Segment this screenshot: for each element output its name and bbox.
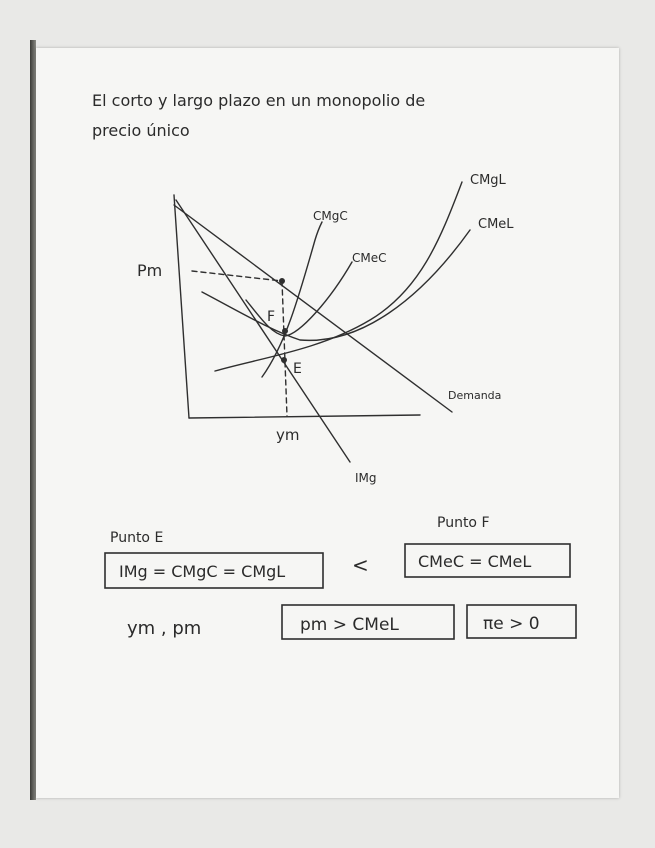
title-line-2: precio único (92, 121, 190, 140)
label-pm: Pm (137, 261, 163, 280)
label-cmgl: CMgL (470, 173, 506, 188)
profit-condition: πe > 0 (483, 614, 540, 634)
condition-e: IMg = CMgC = CMgL (119, 562, 286, 581)
equilibrium-outputs: ym , pm (127, 618, 202, 639)
label-point-f: F (267, 309, 276, 325)
price-axis (174, 195, 189, 418)
quantity-guide-line (282, 281, 287, 416)
label-demand: Demanda (448, 389, 502, 402)
point-f-marker (282, 328, 288, 334)
title-line-1: El corto y largo plazo en un monopolio de (92, 91, 426, 110)
monopoly-price-point (279, 278, 285, 284)
long-run-average-cost-curve (202, 230, 470, 340)
label-cmel: CMeL (478, 217, 514, 232)
less-than-sign: < (352, 553, 369, 577)
price-vs-cost: pm > CMeL (300, 615, 399, 635)
label-cmgc: CMgC (313, 209, 348, 223)
point-e-marker (281, 357, 287, 363)
condition-f: CMeC = CMeL (418, 552, 532, 571)
label-punto-e: Punto E (110, 530, 164, 546)
label-point-e: E (293, 361, 302, 377)
short-run-marginal-cost-curve (262, 222, 322, 377)
marginal-revenue-curve (176, 200, 350, 462)
quantity-axis (189, 415, 420, 418)
demand-curve (174, 205, 452, 412)
label-img: IMg (355, 471, 377, 485)
label-punto-f: Punto F (437, 515, 490, 531)
label-ym: ym (276, 426, 300, 444)
label-cmec: CMeC (352, 251, 387, 265)
